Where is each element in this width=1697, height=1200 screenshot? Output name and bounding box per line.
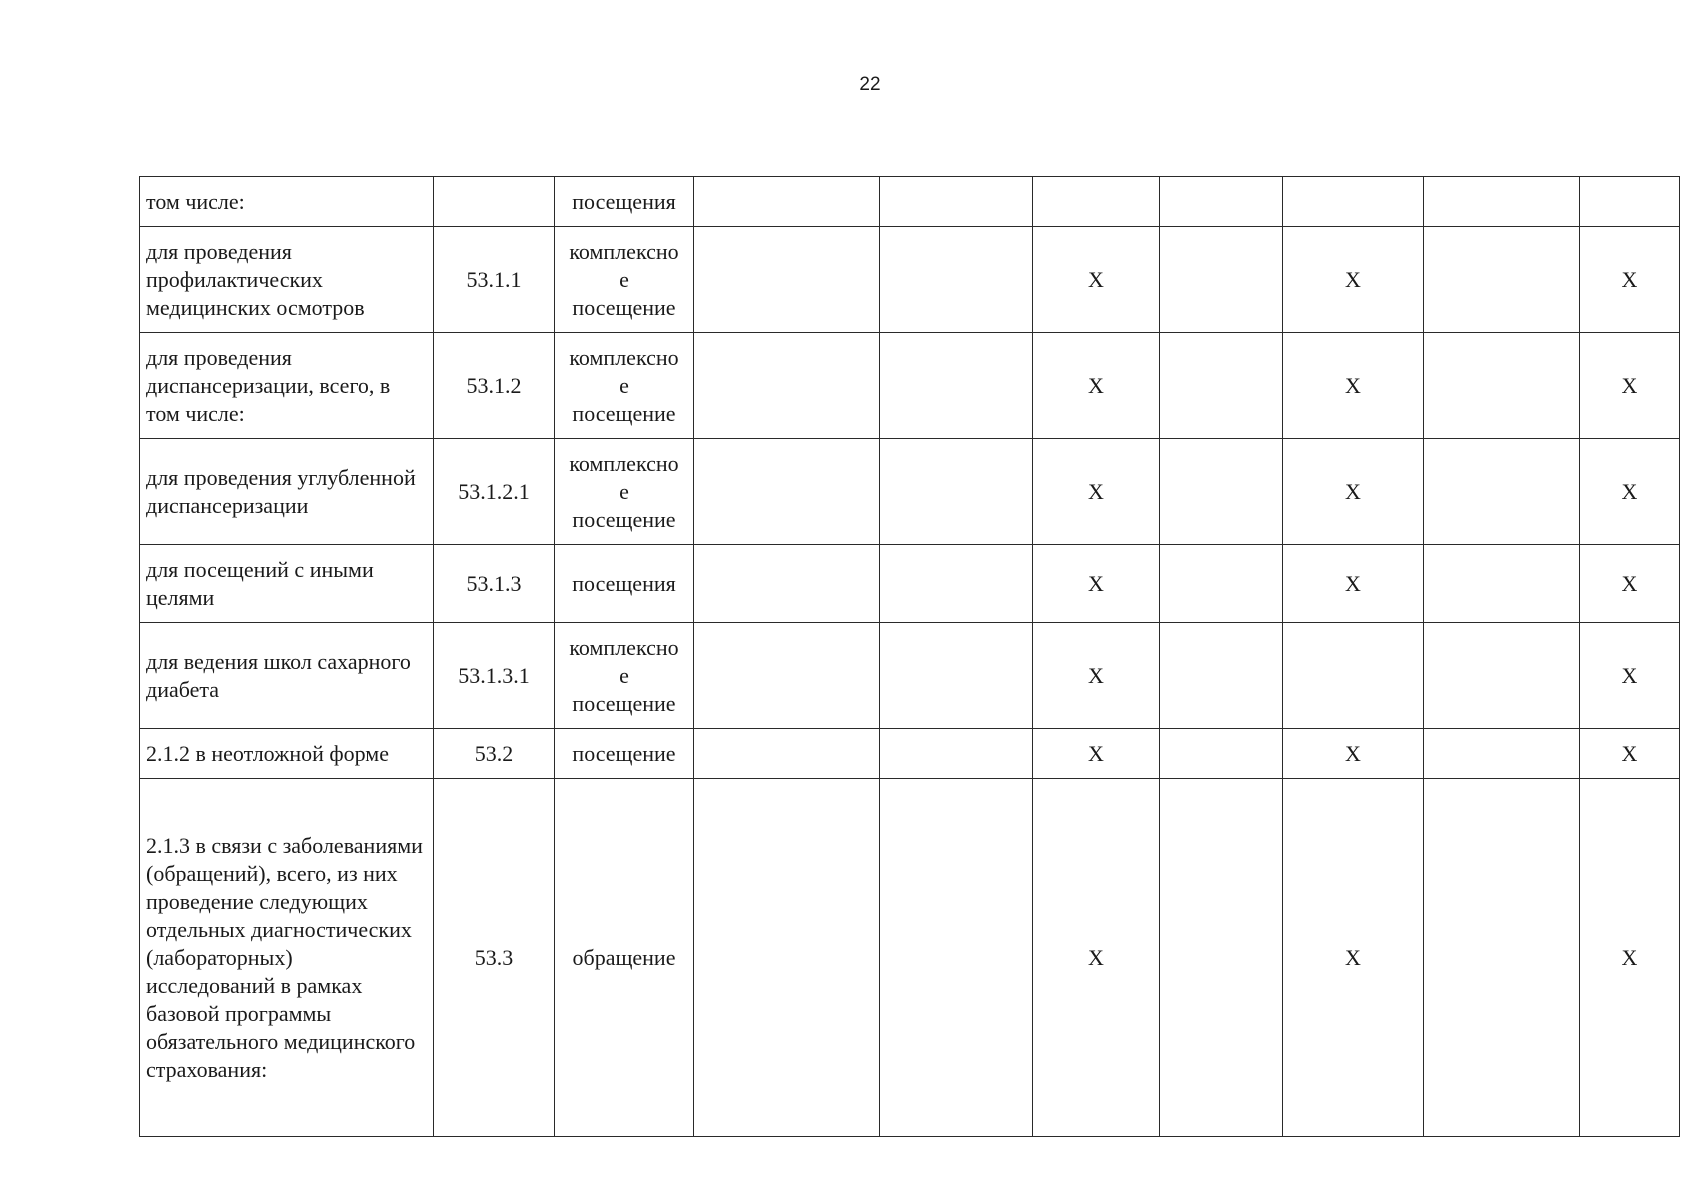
row-code-cell: 53.2 bbox=[434, 729, 555, 779]
value-cell-c4 bbox=[694, 729, 880, 779]
value-cell-c5 bbox=[880, 439, 1033, 545]
value-cell-c9 bbox=[1424, 177, 1580, 227]
value-cell-c6: Х bbox=[1033, 779, 1160, 1137]
value-cell-c4 bbox=[694, 333, 880, 439]
unit-line: посещения bbox=[572, 570, 676, 596]
value-cell-c7 bbox=[1160, 227, 1283, 333]
value-cell-c10: Х bbox=[1580, 623, 1680, 729]
row-unit-cell bbox=[555, 177, 694, 227]
row-code-cell: 53.1.3 bbox=[434, 545, 555, 623]
value-cell-c5 bbox=[880, 227, 1033, 333]
row-name-cell: для посещений с иными целями bbox=[140, 545, 434, 623]
value-cell-c5 bbox=[880, 779, 1033, 1137]
table-row bbox=[140, 333, 1680, 439]
row-unit-cell bbox=[555, 779, 694, 1137]
value-cell-c10: Х bbox=[1580, 227, 1680, 333]
value-cell-c6: Х bbox=[1033, 439, 1160, 545]
table-row bbox=[140, 623, 1680, 729]
value-cell-c6 bbox=[1033, 177, 1160, 227]
value-cell-c4 bbox=[694, 779, 880, 1137]
row-code-cell: 53.1.2 bbox=[434, 333, 555, 439]
value-cell-c10: Х bbox=[1580, 333, 1680, 439]
unit-line: комплексно bbox=[569, 344, 679, 370]
unit-line: е bbox=[619, 662, 629, 688]
unit-line: комплексно bbox=[569, 238, 679, 264]
row-name-cell: 2.1.3 в связи с заболеваниями (обращений), всего, из них проведение следующих отдельных диагностических (лабораторных) исследований в рамках базовой программы обязательного медицинского страхования: bbox=[140, 779, 434, 1137]
value-cell-c7 bbox=[1160, 545, 1283, 623]
row-unit-cell bbox=[555, 545, 694, 623]
value-cell-c8: Х bbox=[1283, 729, 1424, 779]
value-cell-c10: Х bbox=[1580, 729, 1680, 779]
value-cell-c8: Х bbox=[1283, 333, 1424, 439]
unit-line: посещение bbox=[572, 506, 676, 532]
table-row bbox=[140, 177, 1680, 227]
value-cell-c7 bbox=[1160, 729, 1283, 779]
row-code-cell: 53.3 bbox=[434, 779, 555, 1137]
table-row bbox=[140, 439, 1680, 545]
value-cell-c7 bbox=[1160, 623, 1283, 729]
value-cell-c9 bbox=[1424, 545, 1580, 623]
unit-line: посещение bbox=[572, 400, 676, 426]
row-code-cell: 53.1.3.1 bbox=[434, 623, 555, 729]
row-code-cell: 53.1.2.1 bbox=[434, 439, 555, 545]
value-cell-c8: Х bbox=[1283, 779, 1424, 1137]
value-cell-c8: Х bbox=[1283, 227, 1424, 333]
row-unit-cell bbox=[555, 333, 694, 439]
row-code-cell: 53.1.1 bbox=[434, 227, 555, 333]
table-row bbox=[140, 779, 1680, 1137]
value-cell-c6: Х bbox=[1033, 729, 1160, 779]
value-cell-c9 bbox=[1424, 623, 1580, 729]
value-cell-c8 bbox=[1283, 177, 1424, 227]
value-cell-c4 bbox=[694, 439, 880, 545]
value-cell-c8: Х bbox=[1283, 545, 1424, 623]
unit-line: обращение bbox=[572, 944, 676, 970]
value-cell-c5 bbox=[880, 545, 1033, 623]
row-unit-cell bbox=[555, 227, 694, 333]
value-cell-c10: Х bbox=[1580, 545, 1680, 623]
value-cell-c8: Х bbox=[1283, 439, 1424, 545]
unit-line: комплексно bbox=[569, 634, 679, 660]
value-cell-c10 bbox=[1580, 177, 1680, 227]
unit-line: е bbox=[619, 266, 629, 292]
table-row bbox=[140, 227, 1680, 333]
table-row bbox=[140, 729, 1680, 779]
value-cell-c9 bbox=[1424, 729, 1580, 779]
unit-line: посещение bbox=[572, 690, 676, 716]
value-cell-c7 bbox=[1160, 779, 1283, 1137]
value-cell-c7 bbox=[1160, 439, 1283, 545]
value-cell-c9 bbox=[1424, 333, 1580, 439]
value-cell-c9 bbox=[1424, 779, 1580, 1137]
value-cell-c4 bbox=[694, 177, 880, 227]
value-cell-c10: Х bbox=[1580, 439, 1680, 545]
value-cell-c8 bbox=[1283, 623, 1424, 729]
unit-line: е bbox=[619, 372, 629, 398]
unit-line: посещения bbox=[572, 188, 676, 214]
value-cell-c5 bbox=[880, 623, 1033, 729]
row-name-cell: для ведения школ сахарного диабета bbox=[140, 623, 434, 729]
value-cell-c5 bbox=[880, 729, 1033, 779]
row-unit-cell bbox=[555, 729, 694, 779]
value-cell-c6: Х bbox=[1033, 545, 1160, 623]
row-name-cell: для проведения углубленной диспансеризации bbox=[140, 439, 434, 545]
row-code-cell bbox=[434, 177, 555, 227]
data-table bbox=[139, 176, 1680, 1137]
value-cell-c4 bbox=[694, 623, 880, 729]
value-cell-c6: Х bbox=[1033, 623, 1160, 729]
value-cell-c10: Х bbox=[1580, 779, 1680, 1137]
value-cell-c5 bbox=[880, 177, 1033, 227]
value-cell-c6: Х bbox=[1033, 333, 1160, 439]
unit-line: комплексно bbox=[569, 450, 679, 476]
table-row bbox=[140, 545, 1680, 623]
unit-line: посещение bbox=[572, 294, 676, 320]
value-cell-c5 bbox=[880, 333, 1033, 439]
row-unit-cell bbox=[555, 439, 694, 545]
value-cell-c4 bbox=[694, 227, 880, 333]
value-cell-c7 bbox=[1160, 333, 1283, 439]
value-cell-c6: Х bbox=[1033, 227, 1160, 333]
table-body bbox=[140, 177, 1680, 1137]
row-name-cell: том числе: bbox=[140, 177, 434, 227]
unit-line: е bbox=[619, 478, 629, 504]
value-cell-c7 bbox=[1160, 177, 1283, 227]
value-cell-c9 bbox=[1424, 439, 1580, 545]
page-number: 22 bbox=[859, 74, 881, 95]
row-name-cell: для проведения диспансеризации, всего, в том числе: bbox=[140, 333, 434, 439]
value-cell-c9 bbox=[1424, 227, 1580, 333]
row-name-cell: для проведения профилактических медицинских осмотров bbox=[140, 227, 434, 333]
value-cell-c4 bbox=[694, 545, 880, 623]
unit-line: посещение bbox=[572, 740, 676, 766]
row-name-cell: 2.1.2 в неотложной форме bbox=[140, 729, 434, 779]
row-unit-cell bbox=[555, 623, 694, 729]
